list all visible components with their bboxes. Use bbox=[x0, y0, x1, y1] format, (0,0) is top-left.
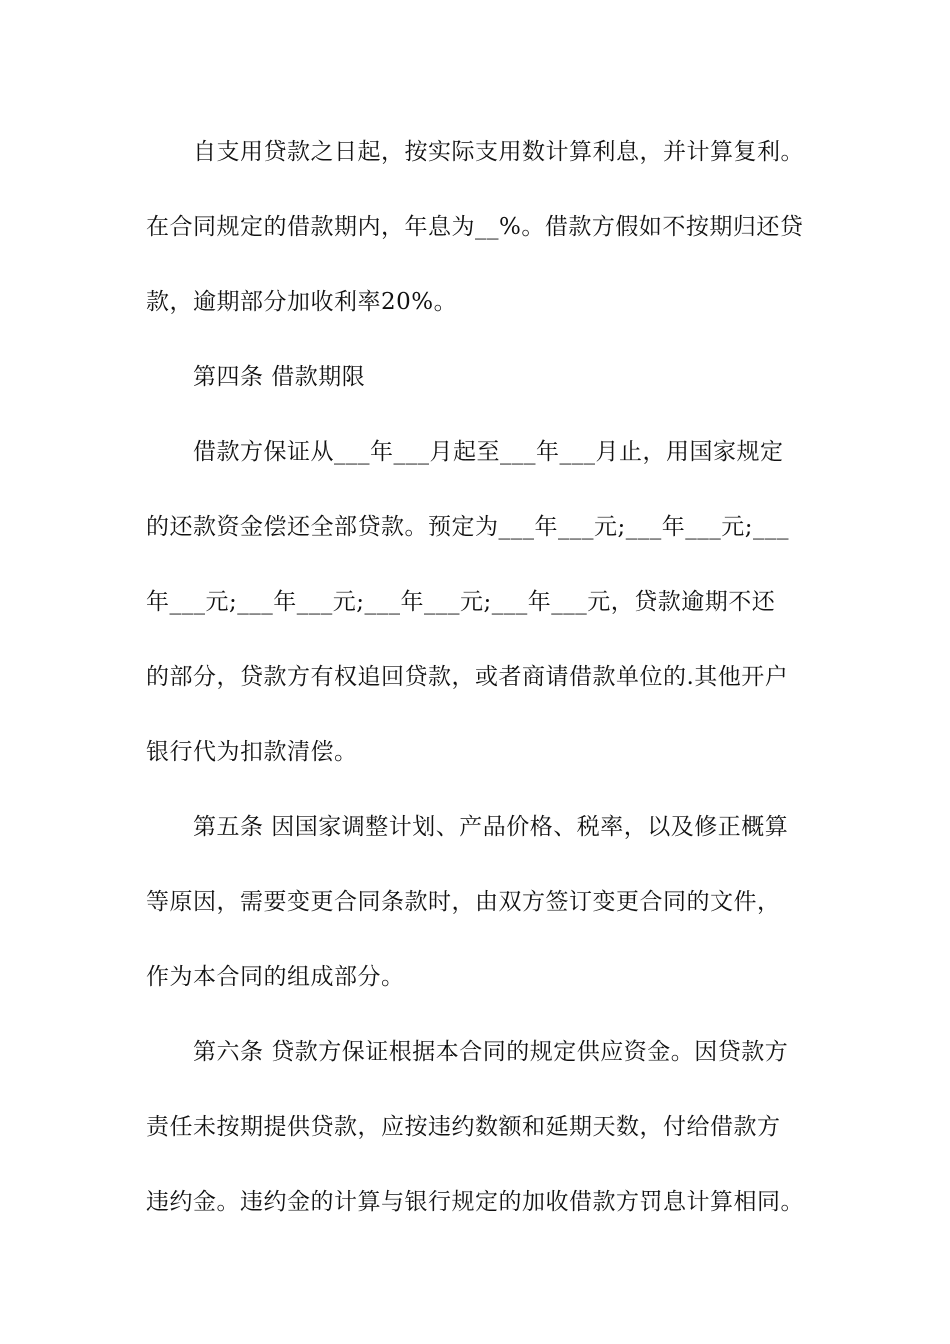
text-line: 银行代为扣款清偿。 bbox=[146, 739, 358, 765]
article-heading: 第四条 借款期限 bbox=[193, 364, 366, 390]
text-line: 款，逾期部分加收利率20%。 bbox=[146, 289, 458, 315]
text-line: 第五条 因国家调整计划、产品价格、税率，以及修正概算 bbox=[193, 814, 789, 840]
text-line: 的部分，贷款方有权追回贷款，或者商请借款单位的.其他开户 bbox=[146, 664, 789, 690]
text-line: 在合同规定的借款期内，年息为__%。借款方假如不按期归还贷 bbox=[146, 214, 804, 240]
text-line: 的还款资金偿还全部贷款。预定为___年___元;___年___元;___ bbox=[146, 514, 789, 540]
text-line: 年___元;___年___元;___年___元;___年___元，贷款逾期不还 bbox=[146, 589, 776, 615]
text-line: 违约金。违约金的计算与银行规定的加收借款方罚息计算相同。 bbox=[146, 1189, 804, 1215]
text-line: 等原因，需要变更合同条款时，由双方签订变更合同的文件， bbox=[146, 889, 781, 915]
text-line: 借款方保证从___年___月起至___年___月止，用国家规定 bbox=[193, 439, 784, 465]
text-line: 第六条 贷款方保证根据本合同的规定供应资金。因贷款方 bbox=[193, 1039, 789, 1065]
text-line: 自支用贷款之日起，按实际支用数计算利息，并计算复利。 bbox=[193, 139, 804, 165]
text-line: 责任未按期提供贷款，应按违约数额和延期天数，付给借款方 bbox=[146, 1114, 781, 1140]
text-line: 作为本合同的组成部分。 bbox=[146, 964, 405, 990]
